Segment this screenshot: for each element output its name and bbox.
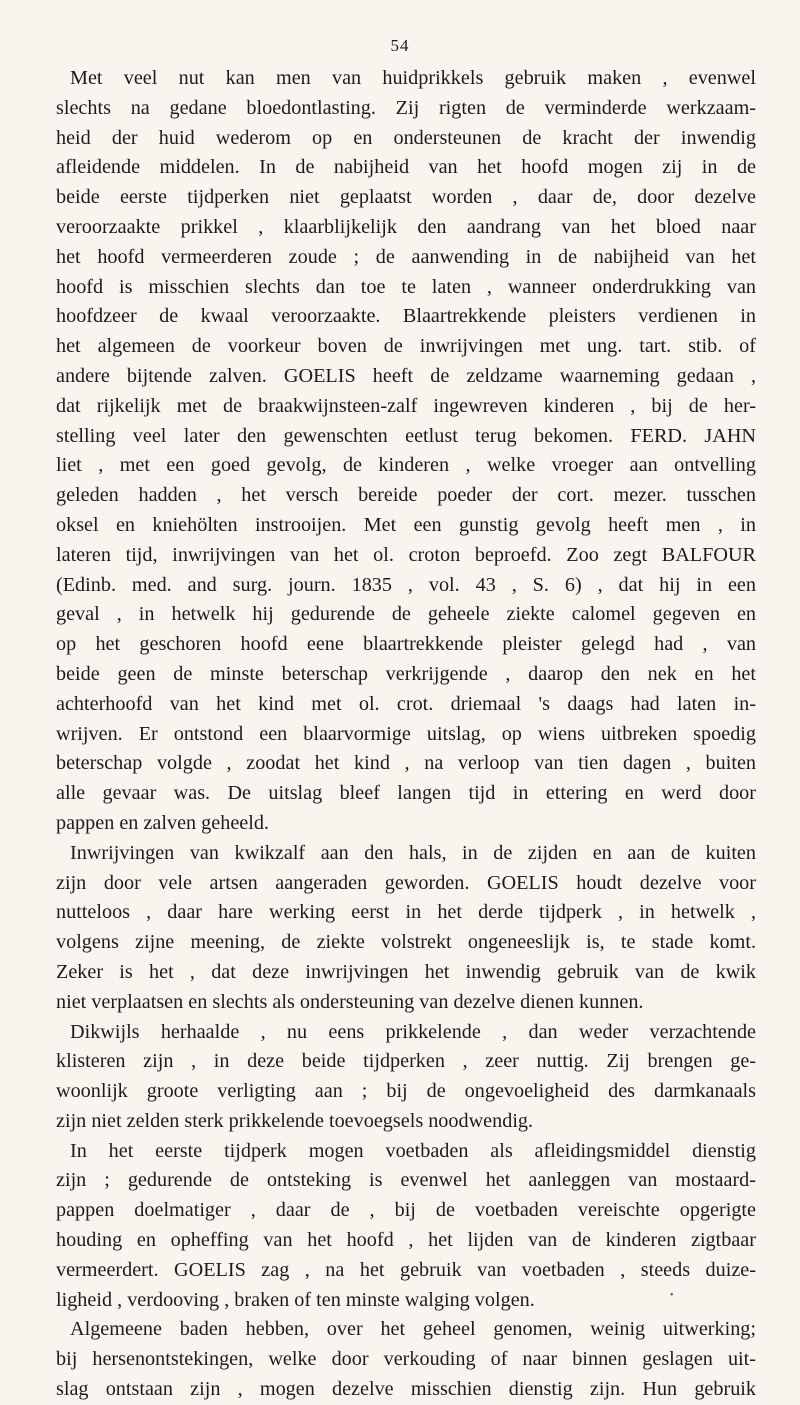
text-line: In het eerste tijdperk mogen voetbaden als afleidingsmiddel dienstig	[70, 1139, 756, 1162]
text-line: Met veel nut kan men van huidprikkels gebruik maken , evenwel	[70, 67, 756, 89]
text-line: pappen doelmatiger , daar de , bij de voetbaden vereischte opgerigte	[56, 1199, 756, 1222]
text-line: Zeker is het , dat deze inwrijvingen het inwendig gebruik van de kwik	[56, 960, 756, 983]
text-line: het algemeen de voorkeur boven de inwrijvingen met ung. tart. stib. of	[56, 335, 756, 358]
text-line: op het geschoren hoofd eene blaartrekkende pleister gelegd had , van	[56, 633, 756, 656]
text-line: het hoofd vermeerderen zoude ; de aanwending in de nabijheid van het	[56, 245, 756, 268]
body-text	[56, 64, 756, 1405]
text-line: nutteloos , daar hare werking eerst in het derde tijdperk , in hetwelk ,	[56, 901, 756, 924]
text-line: volgens zijne meening, de ziekte volstrekt ongeneeslijk is, te stade komt.	[56, 931, 756, 954]
text-line: beide geen de minste beterschap verkrijgende , daarop den nek en het	[56, 662, 756, 685]
text-line: stelling veel later den gewenschten eetlust terug bekomen. FERD. JAHN	[56, 424, 756, 447]
text-line: pappen en zalven geheeld.	[56, 811, 269, 834]
text-line: veroorzaakte prikkel , klaarblijkelijk den aandrang van het bloed naar	[56, 215, 756, 238]
text-line: slag ontstaan zijn , mogen dezelve misschien dienstig zijn. Hun gebruik	[56, 1378, 756, 1401]
stray-mark: •	[670, 1290, 674, 1301]
page-number: 54	[390, 36, 410, 55]
text-line: zijn door vele artsen aangeraden geworden. GOELIS houdt dezelve voor	[56, 871, 756, 894]
text-line: hoofdzeer de kwaal veroorzaakte. Blaartrekkende pleisters verdienen in	[56, 305, 756, 328]
text-line: klisteren zijn , in deze beide tijdperken , zeer nuttig. Zij brengen ge-	[56, 1050, 756, 1073]
text-line: heid der huid wederom op en ondersteunen de kracht der inwendig	[56, 126, 756, 149]
text-line: houding en opheffing van het hoofd , het lijden van de kinderen zigtbaar	[56, 1229, 756, 1252]
text-line: Algemeene baden hebben, over het geheel genomen, weinig uitwerking;	[70, 1318, 756, 1341]
text-line: bij hersenontstekingen, welke door verkouding of naar binnen geslagen uit-	[56, 1348, 756, 1371]
text-line: vermeerdert. GOELIS zag , na het gebruik van voetbaden , steeds duize-	[56, 1258, 756, 1281]
text-line: Inwrijvingen van kwikzalf aan den hals, in de zijden en aan de kuiten	[70, 841, 756, 864]
text-line: dat rijkelijk met de braakwijnsteen-zalf ingewreven kinderen , bij de her-	[56, 394, 756, 417]
text-line: oksel en kniehölten instrooijen. Met een gunstig gevolg heeft men , in	[56, 513, 756, 536]
text-line: geval , in hetwelk hij gedurende de geheele ziekte calomel gegeven en	[56, 603, 756, 626]
text-line: afleidende middelen. In de nabijheid van het hoofd mogen zij in de	[56, 156, 756, 179]
text-line: achterhoofd van het kind met ol. crot. driemaal 's daags had laten in-	[56, 692, 756, 715]
text-line: geleden hadden , het versch bereide poeder der cort. mezer. tusschen	[56, 484, 756, 507]
text-line: woonlijk groote verligting aan ; bij de ongevoeligheid des darmkanaals	[56, 1080, 756, 1103]
text-line: beterschap volgde , zoodat het kind , na verloop van tien dagen , buiten	[56, 752, 756, 775]
text-line: Dikwijls herhaalde , nu eens prikkelende , dan weder verzachtende	[70, 1020, 756, 1043]
text-line: andere bijtende zalven. GOELIS heeft de zeldzame waarneming gedaan ,	[56, 364, 756, 387]
text-line: beide eerste tijdperken niet geplaatst worden , daar de, door dezelve	[56, 186, 756, 209]
text-line: wrijven. Er ontstond een blaarvormige uitslag, op wiens uitbreken spoedig	[56, 722, 756, 745]
text-line: alle gevaar was. De uitslag bleef langen tijd in ettering en werd door	[56, 782, 756, 805]
text-line: liet , met een goed gevolg, de kinderen , welke vroeger aan ontvelling	[56, 454, 756, 477]
text-line: (Edinb. med. and surg. journ. 1835 , vol. 43 , S. 6) , dat hij in een	[56, 573, 756, 596]
text-line: zijn ; gedurende de ontsteking is evenwel het aanleggen van mostaard-	[56, 1169, 756, 1192]
text-line: zijn niet zelden sterk prikkelende toevoegsels noodwendig.	[56, 1109, 534, 1132]
text-line: ligheid , verdooving , braken of ten minste walging volgen.	[56, 1288, 535, 1311]
text-line: lateren tijd, inwrijvingen van het ol. croton beproefd. Zoo zegt BALFOUR	[56, 543, 756, 566]
text-line: niet verplaatsen en slechts als ondersteuning van dezelve dienen kunnen.	[56, 990, 644, 1013]
text-line: hoofd is misschien slechts dan toe te laten , wanneer onderdrukking van	[56, 275, 756, 298]
text-line: slechts na gedane bloedontlasting. Zij rigten de verminderde werkzaam-	[56, 96, 756, 119]
